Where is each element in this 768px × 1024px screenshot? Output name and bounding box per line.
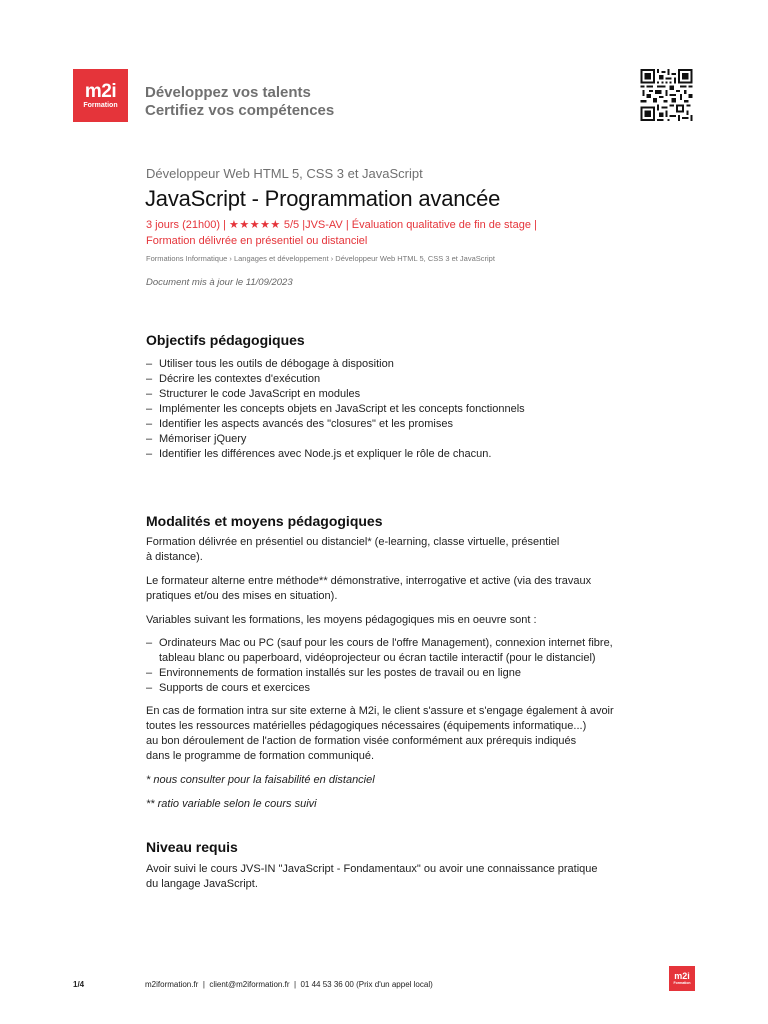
objectives-heading: Objectifs pédagogiques — [146, 332, 305, 348]
list-item: – Mémoriser jQuery — [146, 432, 666, 447]
level-paragraph — [146, 862, 666, 892]
text-line: toutes les ressources matérielles pédagogiques nécessaires (équipements informatique...) — [146, 720, 587, 732]
text-line: pratiques et/ou des mises en situation). — [146, 590, 338, 602]
course-meta — [146, 217, 616, 249]
text-line: du langage JavaScript. — [146, 878, 258, 890]
meta-separator: | — [302, 219, 306, 231]
list-item: – Structurer le code JavaScript en modules — [146, 387, 666, 402]
modalities-heading: Modalités et moyens pédagogiques — [146, 513, 383, 529]
course-evaluation: Évaluation qualitative de fin de stage — [351, 219, 531, 231]
list-item: – Identifier les aspects avancés des "closures" et les promises — [146, 417, 666, 432]
footer-logo — [669, 966, 695, 991]
meta-separator: | — [345, 219, 349, 231]
footnote-distanciel: * nous consulter pour la faisabilité en distanciel — [146, 774, 375, 786]
modalities-paragraph: Variables suivant les formations, les moyens pédagogiques mis en oeuvre sont : — [146, 614, 537, 626]
text-line: tableau blanc ou paperboard, vidéoprojecteur ou écran tactile interactif (pour le distanciel) — [159, 652, 596, 664]
page-number: 1/4 — [73, 980, 85, 989]
document-updated-date: Document mis à jour le 11/09/2023 — [146, 277, 293, 288]
list-item: – Décrire les contextes d'exécution — [146, 372, 666, 387]
course-category: Développeur Web HTML 5, CSS 3 et JavaScript — [146, 166, 423, 181]
list-item: – Identifier les différences avec Node.js et expliquer le rôle de chacun. — [146, 447, 666, 462]
objectives-list — [146, 357, 666, 462]
text-line: au bon déroulement de l'action de formation visée conformément aux prérequis indiqués — [146, 735, 577, 747]
header-tagline — [145, 84, 334, 120]
course-delivery: Formation délivrée en présentiel ou distanciel — [146, 235, 368, 247]
logo-subtext: Formation — [83, 101, 118, 109]
list-item: – Implémenter les concepts objets en JavaScript et les concepts fonctionnels — [146, 402, 666, 417]
list-item: – Environnements de formation installés sur les postes de travail ou en ligne — [146, 666, 666, 681]
text-line: – Ordinateurs Mac ou PC (sauf pour les cours de l'offre Management), connexion internet fibre, — [159, 637, 613, 649]
text-line: Formation délivrée en présentiel ou distanciel* (e-learning, classe virtuelle, présentiel — [146, 536, 560, 548]
list-item — [146, 636, 666, 666]
footnote-ratio: ** ratio variable selon le cours suivi — [146, 798, 317, 810]
footer-email-link[interactable]: client@m2iformation.fr — [209, 980, 290, 989]
tagline-line-1: Développez vos talents — [145, 84, 311, 101]
text-line: dans le programme de formation communiqué. — [146, 750, 375, 762]
logo-text: m2i — [84, 80, 117, 102]
text-line: En cas de formation intra sur site externe à M2i, le client s'assure et s'engage également à avoir — [146, 705, 614, 717]
footer-phone: 01 44 53 36 00 (Prix d'un appel local) — [300, 980, 433, 989]
course-duration: 3 jours (21h00) — [146, 219, 220, 231]
tagline-line-2: Certifiez vos compétences — [145, 102, 335, 119]
course-rating: 5/5 — [283, 219, 300, 231]
means-list — [146, 636, 666, 696]
list-item: – Utiliser tous les outils de débogage à disposition — [146, 357, 666, 372]
text-line: Le formateur alterne entre méthode** démonstrative, interrogative et active (via des travaux — [146, 575, 592, 587]
logo-subtext: Formation — [673, 980, 691, 985]
footer-separator: | — [202, 980, 205, 989]
logo-text: m2i — [674, 970, 690, 981]
meta-separator: | — [534, 219, 537, 231]
modalities-paragraph — [146, 704, 666, 764]
course-code: JVS-AV — [305, 219, 343, 231]
footer-separator: | — [293, 980, 297, 989]
rating-stars-icon: ★★★★★ — [228, 219, 281, 231]
modalities-paragraph — [146, 574, 666, 604]
text-line: à distance). — [146, 551, 203, 563]
modalities-paragraph — [146, 535, 666, 565]
footer-contact — [145, 980, 433, 989]
qr-code — [639, 69, 694, 121]
m2i-logo — [73, 69, 128, 122]
text-line: Avoir suivi le cours JVS-IN "JavaScript - Fondamentaux" ou avoir une connaissance pratique — [146, 863, 598, 875]
list-item: – Supports de cours et exercices — [146, 681, 666, 696]
course-title: JavaScript - Programmation avancée — [145, 186, 501, 211]
footer-website-link[interactable]: m2iformation.fr — [145, 980, 199, 989]
level-heading: Niveau requis — [146, 839, 238, 855]
meta-separator: | — [223, 219, 226, 231]
breadcrumb[interactable]: Formations Informatique › Langages et développement › Développeur Web HTML 5, CSS 3 et JavaScript — [146, 254, 495, 263]
